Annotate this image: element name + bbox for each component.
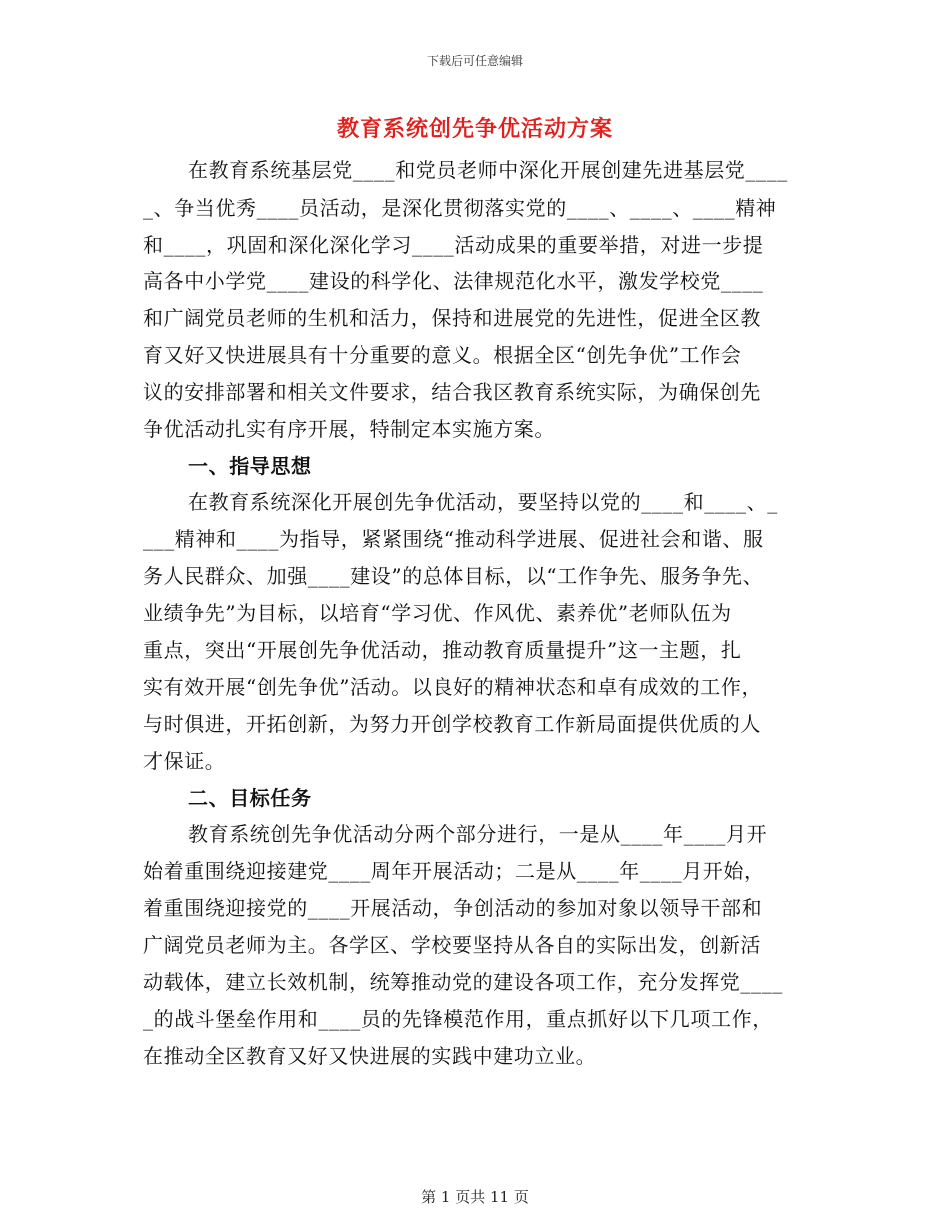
- paragraph-line: 高各中小学党____建设的科学化、法律规范化水平，激发学校党____: [143, 269, 764, 293]
- section-heading: 一、指导思想: [188, 454, 312, 478]
- paragraph-line: 在教育系统深化开展创先争优活动，要坚持以党的____和____、_: [188, 490, 778, 514]
- paragraph-line: 育又好又快进展具有十分重要的意义。根据全区“创先争优”工作会: [143, 343, 742, 367]
- paragraph-line: 争优活动扎实有序开展，特制定本实施方案。: [143, 417, 555, 441]
- header-note: 下载后可任意编辑: [426, 54, 523, 68]
- paragraph-line: 才保证。: [143, 749, 226, 773]
- paragraph-line: 教育系统创先争优活动分两个部分进行，一是从____年____月开: [188, 822, 768, 846]
- paragraph-line: ___精神和____为指导，紧紧围绕“推动科学进展、促进社会和谐、服: [143, 527, 764, 551]
- paragraph-line: _的战斗堡垒作用和____员的先锋模范作用，重点抓好以下几项工作，: [143, 1007, 773, 1031]
- paragraph-line: 在教育系统基层党____和党员老师中深化开展创建先进基层党____: [188, 158, 788, 182]
- paragraph-line: 实有效开展“创先争优”活动。以良好的精神状态和卓有成效的工作，: [143, 675, 763, 699]
- paragraph-line: 重点，突出“开展创先争优活动，推动教育质量提升”这一主题，扎: [143, 638, 742, 662]
- paragraph-line: 务人民群众、加强____建设”的总体目标，以“工作争先、服务争先、: [143, 564, 764, 588]
- paragraph-line: _、争当优秀____员活动，是深化贯彻落实党的____、____、____精神: [143, 196, 777, 220]
- paragraph-line: 与时俱进，开拓创新，为努力开创学校教育工作新局面提供优质的人: [143, 712, 761, 736]
- section-heading: 二、目标任务: [188, 786, 312, 810]
- paragraph-line: 广阔党员老师为主。各学区、学校要坚持从各自的实际出发，创新活: [143, 933, 761, 957]
- paragraph-line: 在推动全区教育又好又快进展的实践中建功立业。: [143, 1044, 597, 1068]
- paragraph-line: 和广阔党员老师的生机和活力，保持和进展党的先进性，促进全区教: [143, 306, 761, 330]
- paragraph-line: 着重围绕迎接党的____开展活动，争创活动的参加对象以领导干部和: [143, 896, 763, 920]
- paragraph-line: 动载体，建立长效机制，统筹推动党的建设各项工作，充分发挥党____: [143, 970, 783, 994]
- paragraph-line: 始着重围绕迎接建党____周年开展活动；二是从____年____月开始，: [143, 859, 765, 883]
- document-title: 教育系统创先争优活动方案: [336, 116, 613, 142]
- paragraph-line: 和____，巩固和深化深化学习____活动成果的重要举措，对进一步提: [143, 233, 764, 257]
- paragraph-line: 业绩争先”为目标，以培育“学习优、作风优、素养优”老师队伍为: [143, 601, 732, 625]
- paragraph-line: 议的安排部署和相关文件要求，结合我区教育系统实际，为确保创先: [143, 380, 761, 404]
- page-footer: 第 1 页共 11 页: [421, 1188, 529, 1206]
